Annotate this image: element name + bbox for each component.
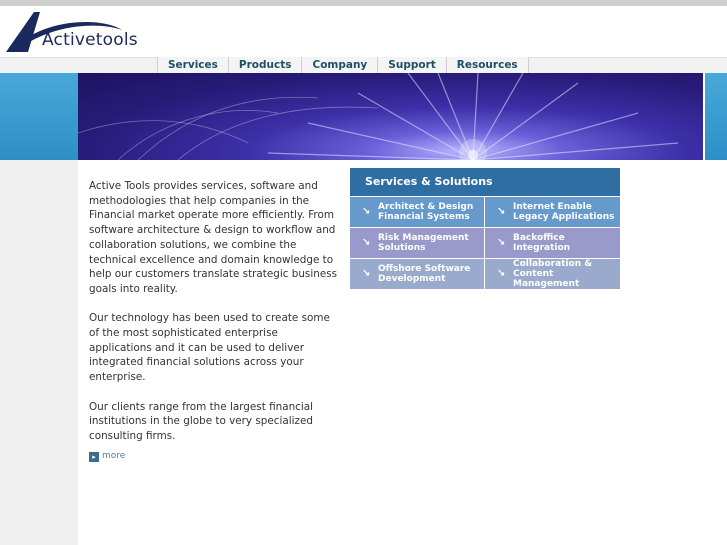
- more-link-row[interactable]: [89, 449, 341, 464]
- service-backoffice-integration[interactable]: [485, 228, 620, 258]
- logo[interactable]: [4, 10, 154, 54]
- banner-left-panel: [0, 73, 78, 160]
- service-collaboration-content[interactable]: [485, 259, 620, 289]
- logo-text: Activetools: [42, 30, 138, 50]
- service-architect-design[interactable]: [350, 197, 485, 227]
- nav-products[interactable]: Products: [228, 57, 302, 73]
- banner-right-panel: [703, 73, 727, 160]
- nav-resources[interactable]: Resources: [446, 57, 529, 73]
- nav-company[interactable]: Company: [301, 57, 377, 73]
- service-label: Internet Enable Legacy Applications: [513, 202, 615, 222]
- services-grid: [350, 197, 620, 290]
- service-label: Backoffice Integration: [513, 233, 571, 253]
- arrow-down-right-icon: ↘: [497, 268, 506, 279]
- top-bar: [0, 0, 727, 6]
- header-banner-image: [78, 73, 703, 160]
- arrow-down-right-icon: ↘: [362, 206, 371, 217]
- service-label: Risk Management Solutions: [378, 233, 469, 253]
- service-risk-management[interactable]: [350, 228, 485, 258]
- more-link[interactable]: more: [102, 451, 126, 462]
- service-internet-enable[interactable]: [485, 197, 620, 227]
- clients-paragraph: Our clients range from the largest financial institutions in the globe to very specialized consulting firms.: [89, 400, 314, 442]
- service-label: Offshore Software Development: [378, 264, 471, 284]
- services-solutions-panel: [350, 168, 620, 290]
- nav-services[interactable]: Services: [157, 57, 228, 73]
- service-label: Collaboration & Content Management: [513, 259, 593, 289]
- arrow-down-right-icon: ↘: [497, 237, 506, 248]
- light-rays-icon: [78, 73, 703, 160]
- arrow-right-icon[interactable]: ▸: [89, 452, 99, 462]
- services-header: Services & Solutions: [350, 168, 620, 196]
- nav-support[interactable]: Support: [377, 57, 445, 73]
- technology-paragraph: Our technology has been used to create some of the most sophisticated enterprise applications and it can be used to deliver integrated financial solutions across your enterprise.: [89, 312, 330, 384]
- intro-content: [89, 179, 341, 464]
- intro-paragraph: Active Tools provides services, software and methodologies that help companies in the Financial market operate more efficiently. From software architecture & design to workflow and collaboration solutions, we combine the technical excellence and domain knowledge to help our customers translate strategic business goals into reality.: [89, 180, 338, 295]
- service-label: Architect & Design Financial Systems: [378, 202, 474, 222]
- service-offshore-development[interactable]: [350, 259, 485, 289]
- arrow-down-right-icon: ↘: [497, 206, 506, 217]
- arrow-down-right-icon: ↘: [362, 237, 371, 248]
- main-nav: [157, 57, 529, 73]
- left-sidebar: [0, 160, 78, 545]
- arrow-down-right-icon: ↘: [362, 268, 371, 279]
